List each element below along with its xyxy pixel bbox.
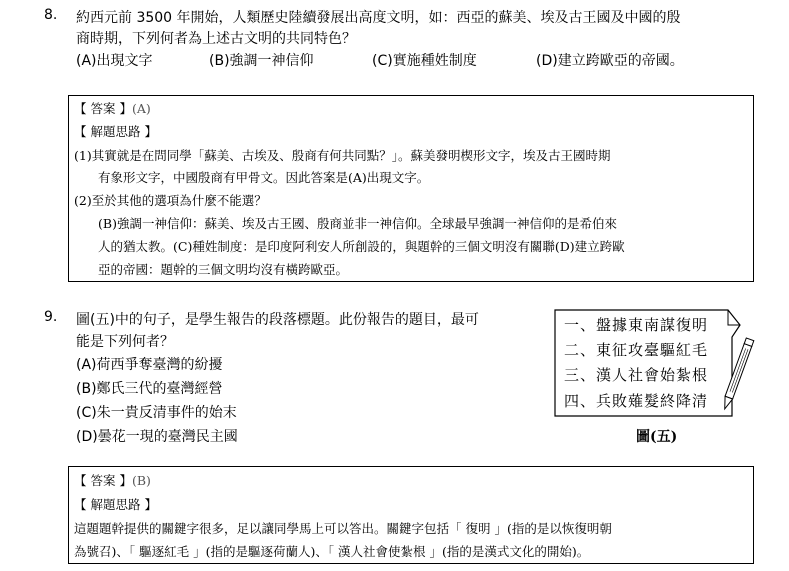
question-9-answer-line bbox=[74, 471, 151, 489]
question-9-idea-label: 【 解題思路 】 bbox=[74, 497, 157, 512]
question-8-option-d[interactable]: (D)建立跨歐亞的帝國。 bbox=[536, 53, 684, 69]
question-8-idea-label: 【 解題思路 】 bbox=[74, 124, 157, 139]
question-8-answer-label: 【 答案 】 bbox=[74, 101, 132, 116]
question-8-answer-line bbox=[74, 99, 151, 117]
question-8-stem-line2: 商時期，下列何者為上述古文明的共同特色？ bbox=[76, 31, 356, 47]
question-9-option-c[interactable]: (C)朱一貴反清事件的始末 bbox=[76, 405, 237, 421]
question-9-answer-value: (B) bbox=[131, 473, 151, 488]
question-9-option-a[interactable]: (A)荷西爭奪臺灣的紛擾 bbox=[76, 357, 223, 373]
question-9-explanation-line-2: 為號召)、「 驅逐紅毛 」(指的是驅逐荷蘭人)、「 漢人社會使紮根 」(指的是漢式文化的開始)。 bbox=[74, 544, 590, 559]
figure-line-2: 二、東征攻臺驅紅毛 bbox=[564, 341, 709, 359]
question-8-option-b[interactable]: (B)強調一神信仰 bbox=[209, 53, 314, 69]
question-8-answer-value: (A) bbox=[131, 101, 151, 116]
figure-line-1: 一、盤據東南謀復明 bbox=[564, 316, 709, 334]
question-8-explanation-line-3: (2)至於其他的選項為什麼不能選？ bbox=[74, 193, 267, 208]
figure-five-note bbox=[552, 307, 762, 419]
question-8-number: 8. bbox=[44, 7, 58, 23]
question-8-stem-line1: 約西元前 3500 年開始，人類歷史陸續發展出高度文明，如：西亞的蘇美、埃及古王國及中國的殷 bbox=[76, 10, 681, 26]
question-8-explanation-line-1: (1)其實就是在問同學「蘇美、古埃及、殷商有何共同點？」。蘇美發明楔形文字，埃及古王國時期 bbox=[74, 148, 611, 163]
question-9-option-b[interactable]: (B)鄭氏三代的臺灣經營 bbox=[76, 381, 223, 397]
figure-line-3: 三、漢人社會始紮根 bbox=[564, 366, 709, 384]
question-9-explanation-line-1: 這題題幹提供的關鍵字很多，足以讓同學馬上可以答出。關鍵字包括「 復明 」(指的是以恢復明朝 bbox=[74, 521, 612, 536]
figure-caption: 圖(五) bbox=[636, 429, 678, 445]
question-8-explanation-line-4: (B)強調一神信仰：蘇美、埃及古王國、殷商並非一神信仰。全球最早強調一神信仰的是希伯來 bbox=[98, 216, 617, 231]
question-8-option-a[interactable]: (A)出現文字 bbox=[76, 53, 153, 69]
question-9-option-d[interactable]: (D)曇花一現的臺灣民主國 bbox=[76, 429, 238, 445]
question-8-explanation-line-5: 人的猶太教。(C)種姓制度：是印度阿利安人所創設的，與題幹的三個文明沒有關聯(D)建立跨歐 bbox=[98, 239, 625, 254]
figure-line-4: 四、兵敗薙髮終降清 bbox=[564, 392, 709, 410]
question-9-answer-label: 【 答案 】 bbox=[74, 473, 132, 488]
question-9-number: 9. bbox=[44, 309, 58, 325]
question-8-explanation-line-6: 亞的帝國：題幹的三個文明均沒有橫跨歐亞。 bbox=[98, 262, 349, 277]
question-8-option-c[interactable]: (C)實施種姓制度 bbox=[372, 53, 477, 69]
question-9-stem-line1: 圖(五)中的句子，是學生報告的段落標題。此份報告的題目，最可 bbox=[76, 312, 479, 328]
question-9-stem-line2: 能是下列何者？ bbox=[76, 334, 174, 350]
question-8-explanation-line-2: 有象形文字，中國殷商有甲骨文。因此答案是(A)出現文字。 bbox=[98, 170, 430, 185]
